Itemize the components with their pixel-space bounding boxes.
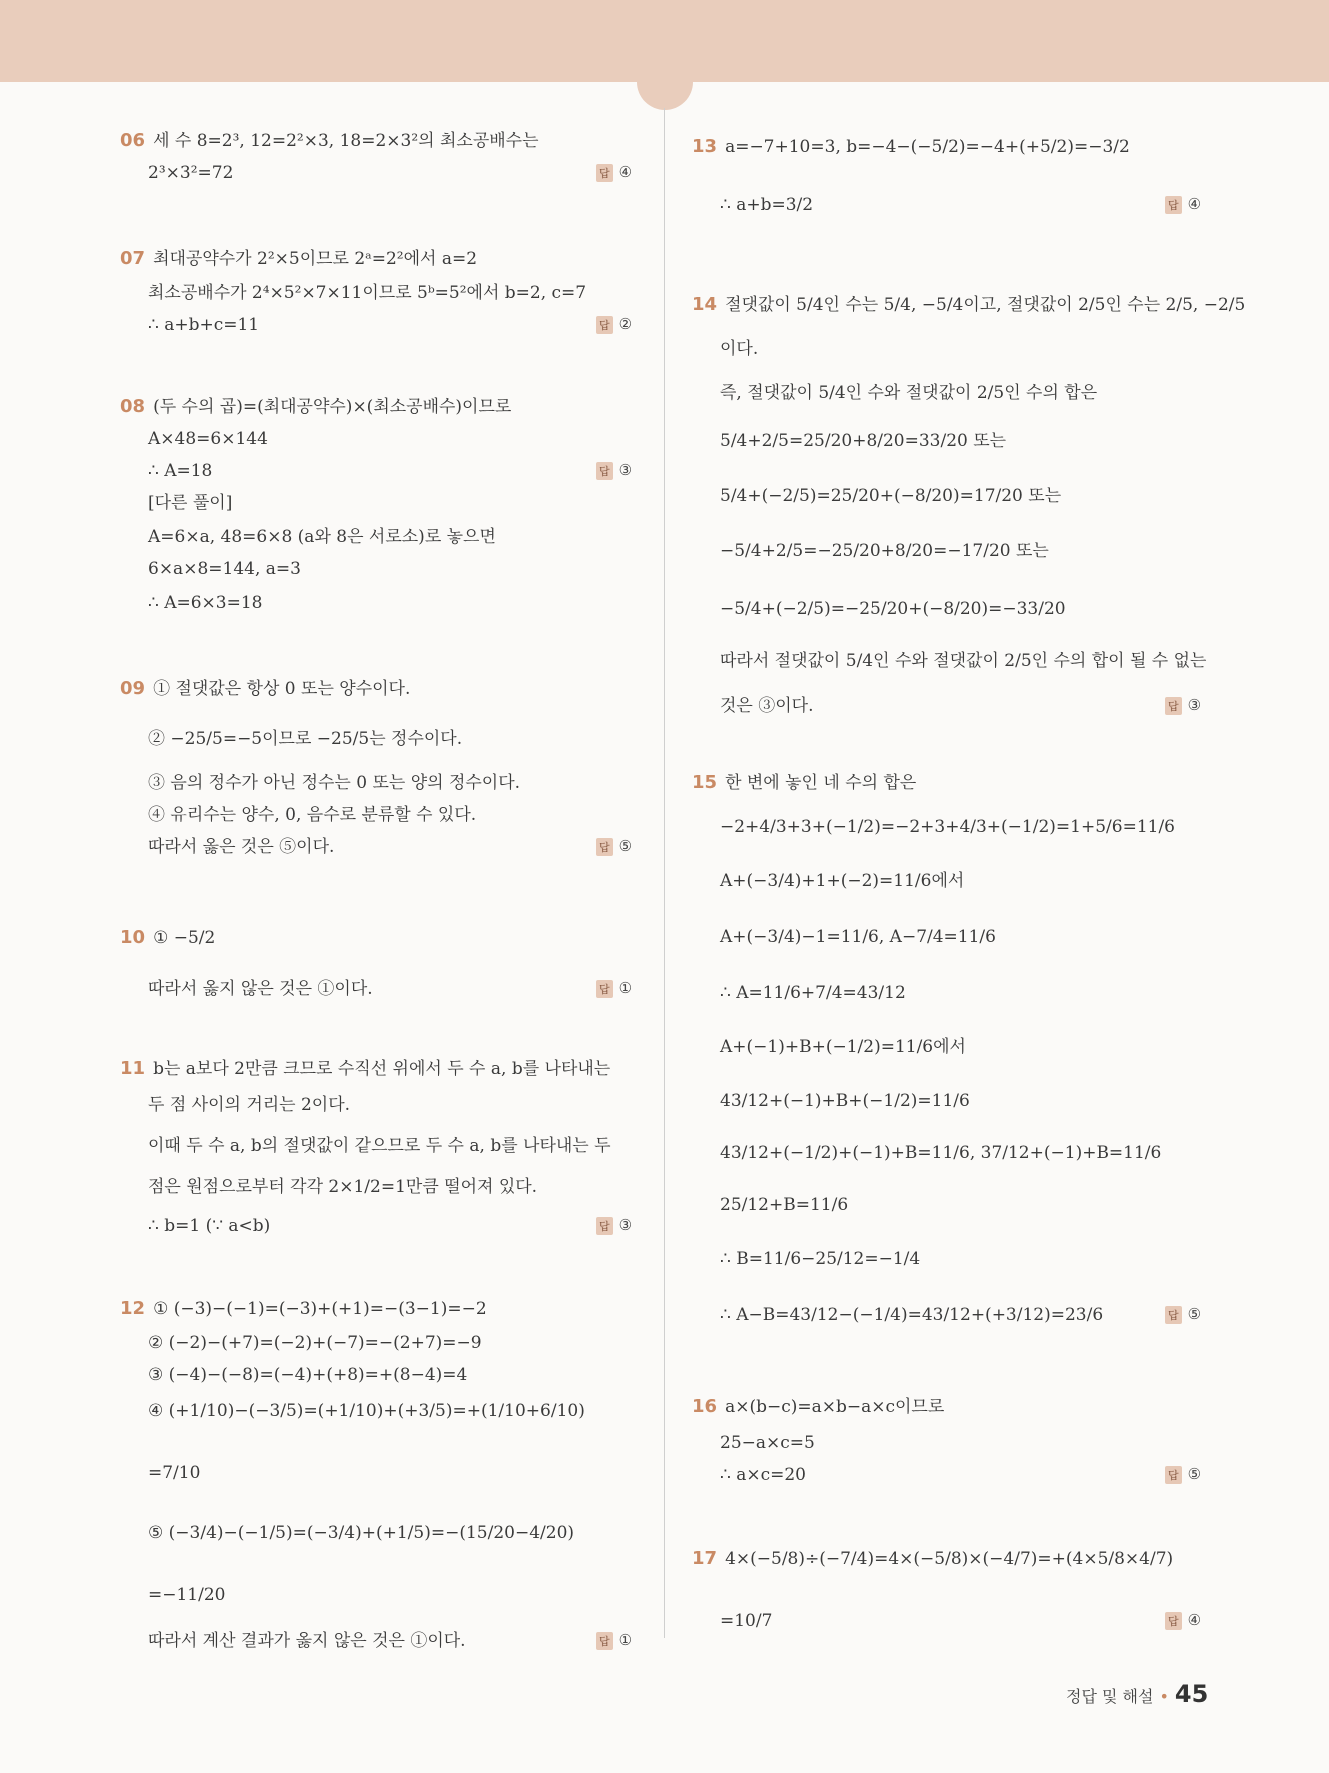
problem-text: (두 수의 곱)=(최대공약수)×(최소공배수)이므로	[153, 397, 512, 417]
answer-mark	[596, 1631, 632, 1650]
header-notch	[637, 82, 693, 110]
problem-15-line: 43/12+(−1/2)+(−1)+B=11/6, 37/12+(−1)+B=11/6	[720, 1143, 1162, 1163]
problem-08-line: [다른 풀이]	[148, 493, 233, 513]
problem-12-line: ② (−2)−(+7)=(−2)+(−7)=−(2+7)=−9	[148, 1333, 482, 1353]
problem-number: 08	[120, 396, 146, 417]
answer-label: 답	[596, 1632, 613, 1650]
problem-12-line: =7/10	[148, 1463, 201, 1483]
answer-label: 답	[596, 462, 613, 480]
problem-text: ① (−3)−(−1)=(−3)+(+1)=−(3−1)=−2	[153, 1299, 487, 1319]
answer-label: 답	[1165, 1612, 1182, 1630]
problem-16-line: ∴ a×c=20	[720, 1465, 806, 1485]
problem-11-line	[120, 1058, 610, 1080]
problem-number: 12	[120, 1298, 146, 1319]
problem-number: 15	[692, 772, 718, 793]
problem-14-line	[692, 294, 1245, 316]
problem-08-line: ∴ A=18	[148, 461, 213, 481]
problem-text: a=−7+10=3, b=−4−(−5/2)=−4+(+5/2)=−3/2	[725, 137, 1130, 157]
problem-number: 06	[120, 130, 146, 151]
problem-08-line: ∴ A=6×3=18	[148, 593, 263, 613]
problem-11-line: ∴ b=1 (∵ a<b)	[148, 1216, 271, 1236]
problem-15-line: ∴ A−B=43/12−(−1/4)=43/12+(+3/12)=23/6	[720, 1305, 1104, 1325]
problem-text: ① −5/2	[153, 928, 216, 948]
answer-value: ①	[618, 1631, 633, 1649]
problem-09-line: ② −25/5=−5이므로 −25/5는 정수이다.	[148, 729, 463, 749]
answer-label: 답	[596, 838, 613, 856]
problem-number: 10	[120, 927, 146, 948]
page-footer	[1066, 1680, 1208, 1708]
problem-11-line: 두 점 사이의 거리는 2이다.	[148, 1095, 351, 1115]
problem-12-line: =−11/20	[148, 1585, 226, 1605]
answer-label: 답	[596, 316, 613, 334]
problem-text: 최대공약수가 2²×5이므로 2ᵃ=2²에서 a=2	[153, 249, 478, 269]
problem-number: 09	[120, 678, 146, 699]
footer-label: 정답 및 해설	[1066, 1687, 1154, 1706]
problem-12-line: ⑤ (−3/4)−(−1/5)=(−3/4)+(+1/5)=−(15/20−4/20)	[148, 1523, 575, 1543]
problem-text: 세 수 8=2³, 12=2²×3, 18=2×3²의 최소공배수는	[153, 131, 539, 151]
answer-value: ③	[1187, 696, 1202, 714]
answer-label: 답	[1165, 697, 1182, 715]
problem-14-line: 것은 ③이다.	[720, 696, 814, 716]
answer-mark	[1165, 696, 1201, 715]
problem-15-line: ∴ B=11/6−25/12=−1/4	[720, 1249, 921, 1269]
problem-12-line: ③ (−4)−(−8)=(−4)+(+8)=+(8−4)=4	[148, 1365, 468, 1385]
answer-label: 답	[596, 1217, 613, 1235]
problem-07-line	[120, 248, 477, 270]
problem-15-line: 43/12+(−1)+B+(−1/2)=11/6	[720, 1091, 970, 1111]
problem-08-line	[120, 396, 511, 418]
answer-label: 답	[596, 164, 613, 182]
page-number: 45	[1174, 1680, 1209, 1708]
problem-08-line: A=6×a, 48=6×8 (a와 8은 서로소)로 놓으면	[148, 527, 496, 547]
problem-15-line: ∴ A=11/6+7/4=43/12	[720, 983, 906, 1003]
problem-08-line: 6×a×8=144, a=3	[148, 559, 301, 579]
problem-16-line: 25−a×c=5	[720, 1433, 815, 1453]
answer-mark	[596, 461, 632, 480]
answer-label: 답	[1165, 196, 1182, 214]
answer-mark	[1165, 195, 1201, 214]
problem-17-line: =10/7	[720, 1611, 773, 1631]
problem-10-line	[120, 927, 215, 949]
problem-14-line: 5/4+2/5=25/20+8/20=33/20 또는	[720, 431, 1007, 451]
problem-09-line: 따라서 옳은 것은 ⑤이다.	[148, 837, 335, 857]
answer-value: ③	[618, 461, 633, 479]
problem-text: 4×(−5/8)÷(−7/4)=4×(−5/8)×(−4/7)=+(4×5/8×4/7)	[725, 1549, 1174, 1569]
problem-14-line: 따라서 절댓값이 5/4인 수와 절댓값이 2/5인 수의 합이 될 수 없는	[720, 651, 1207, 671]
answer-value: ②	[618, 315, 633, 333]
header-band	[0, 0, 1329, 82]
problem-number: 11	[120, 1058, 146, 1079]
problem-12-line: ④ (+1/10)−(−3/5)=(+1/10)+(+3/5)=+(1/10+6/10)	[148, 1401, 585, 1421]
problem-text: ① 절댓값은 항상 0 또는 양수이다.	[153, 679, 411, 699]
answer-mark	[596, 837, 632, 856]
problem-11-line: 점은 원점으로부터 각각 2×1/2=1만큼 떨어져 있다.	[148, 1177, 538, 1197]
problem-09-line	[120, 678, 410, 700]
problem-16-line	[692, 1396, 944, 1418]
problem-10-line: 따라서 옳지 않은 것은 ①이다.	[148, 979, 373, 999]
problem-12-line	[120, 1298, 487, 1320]
problem-08-line: A×48=6×144	[148, 429, 268, 449]
problem-13-line: ∴ a+b=3/2	[720, 195, 814, 215]
answer-mark	[1165, 1611, 1201, 1630]
answer-mark	[596, 163, 632, 182]
problem-number: 13	[692, 136, 718, 157]
problem-15-line: 25/12+B=11/6	[720, 1195, 849, 1215]
answer-value: ④	[618, 163, 633, 181]
problem-14-line: 이다.	[720, 339, 759, 359]
answer-label: 답	[596, 980, 613, 998]
problem-15-line: −2+4/3+3+(−1/2)=−2+3+4/3+(−1/2)=1+5/6=11/6	[720, 817, 1175, 837]
problem-text: 절댓값이 5/4인 수는 5/4, −5/4이고, 절댓값이 2/5인 수는 2/5, −2/5	[725, 295, 1246, 315]
problem-text: b는 a보다 2만큼 크므로 수직선 위에서 두 수 a, b를 나타내는	[153, 1059, 611, 1079]
problem-text: a×(b−c)=a×b−a×c이므로	[725, 1397, 945, 1417]
answer-label: 답	[1165, 1306, 1182, 1324]
problem-17-line	[692, 1548, 1173, 1570]
problem-13-line	[692, 136, 1130, 158]
answer-value: ③	[618, 1216, 633, 1234]
answer-value: ⑤	[1187, 1305, 1202, 1323]
problem-number: 14	[692, 294, 718, 315]
problem-15-line: A+(−3/4)+1+(−2)=11/6에서	[720, 871, 965, 891]
problem-14-line: 5/4+(−2/5)=25/20+(−8/20)=17/20 또는	[720, 486, 1062, 506]
problem-12-line: 따라서 계산 결과가 옳지 않은 것은 ①이다.	[148, 1631, 466, 1651]
problem-number: 16	[692, 1396, 718, 1417]
problem-number: 07	[120, 248, 146, 269]
problem-15-line	[692, 772, 916, 794]
problem-number: 17	[692, 1548, 718, 1569]
problem-14-line: 즉, 절댓값이 5/4인 수와 절댓값이 2/5인 수의 합은	[720, 383, 1098, 403]
problem-text: 한 변에 놓인 네 수의 합은	[725, 773, 917, 793]
problem-06-line	[120, 130, 539, 152]
answer-value: ⑤	[1187, 1465, 1202, 1483]
answer-value: ④	[1187, 195, 1202, 213]
column-divider	[664, 108, 665, 1638]
answer-label: 답	[1165, 1466, 1182, 1484]
answer-mark	[1165, 1305, 1201, 1324]
problem-14-line: −5/4+(−2/5)=−25/20+(−8/20)=−33/20	[720, 599, 1066, 619]
problem-09-line: ③ 음의 정수가 아닌 정수는 0 또는 양의 정수이다.	[148, 773, 521, 793]
answer-mark	[596, 1216, 632, 1235]
problem-14-line: −5/4+2/5=−25/20+8/20=−17/20 또는	[720, 541, 1049, 561]
footer-dot: •	[1159, 1687, 1169, 1706]
problem-06-line: 2³×3²=72	[148, 163, 234, 183]
problem-11-line: 이때 두 수 a, b의 절댓값이 같으므로 두 수 a, b를 나타내는 두	[148, 1136, 611, 1156]
problem-07-line: 최소공배수가 2⁴×5²×7×11이므로 5ᵇ=5²에서 b=2, c=7	[148, 283, 587, 303]
problem-15-line: A+(−1)+B+(−1/2)=11/6에서	[720, 1037, 966, 1057]
problem-15-line: A+(−3/4)−1=11/6, A−7/4=11/6	[720, 927, 996, 947]
problem-07-line: ∴ a+b+c=11	[148, 315, 260, 335]
answer-value: ⑤	[618, 837, 633, 855]
answer-mark	[1165, 1465, 1201, 1484]
answer-mark	[596, 315, 632, 334]
answer-value: ④	[1187, 1611, 1202, 1629]
answer-value: ①	[618, 979, 633, 997]
answer-mark	[596, 979, 632, 998]
problem-09-line: ④ 유리수는 양수, 0, 음수로 분류할 수 있다.	[148, 805, 477, 825]
